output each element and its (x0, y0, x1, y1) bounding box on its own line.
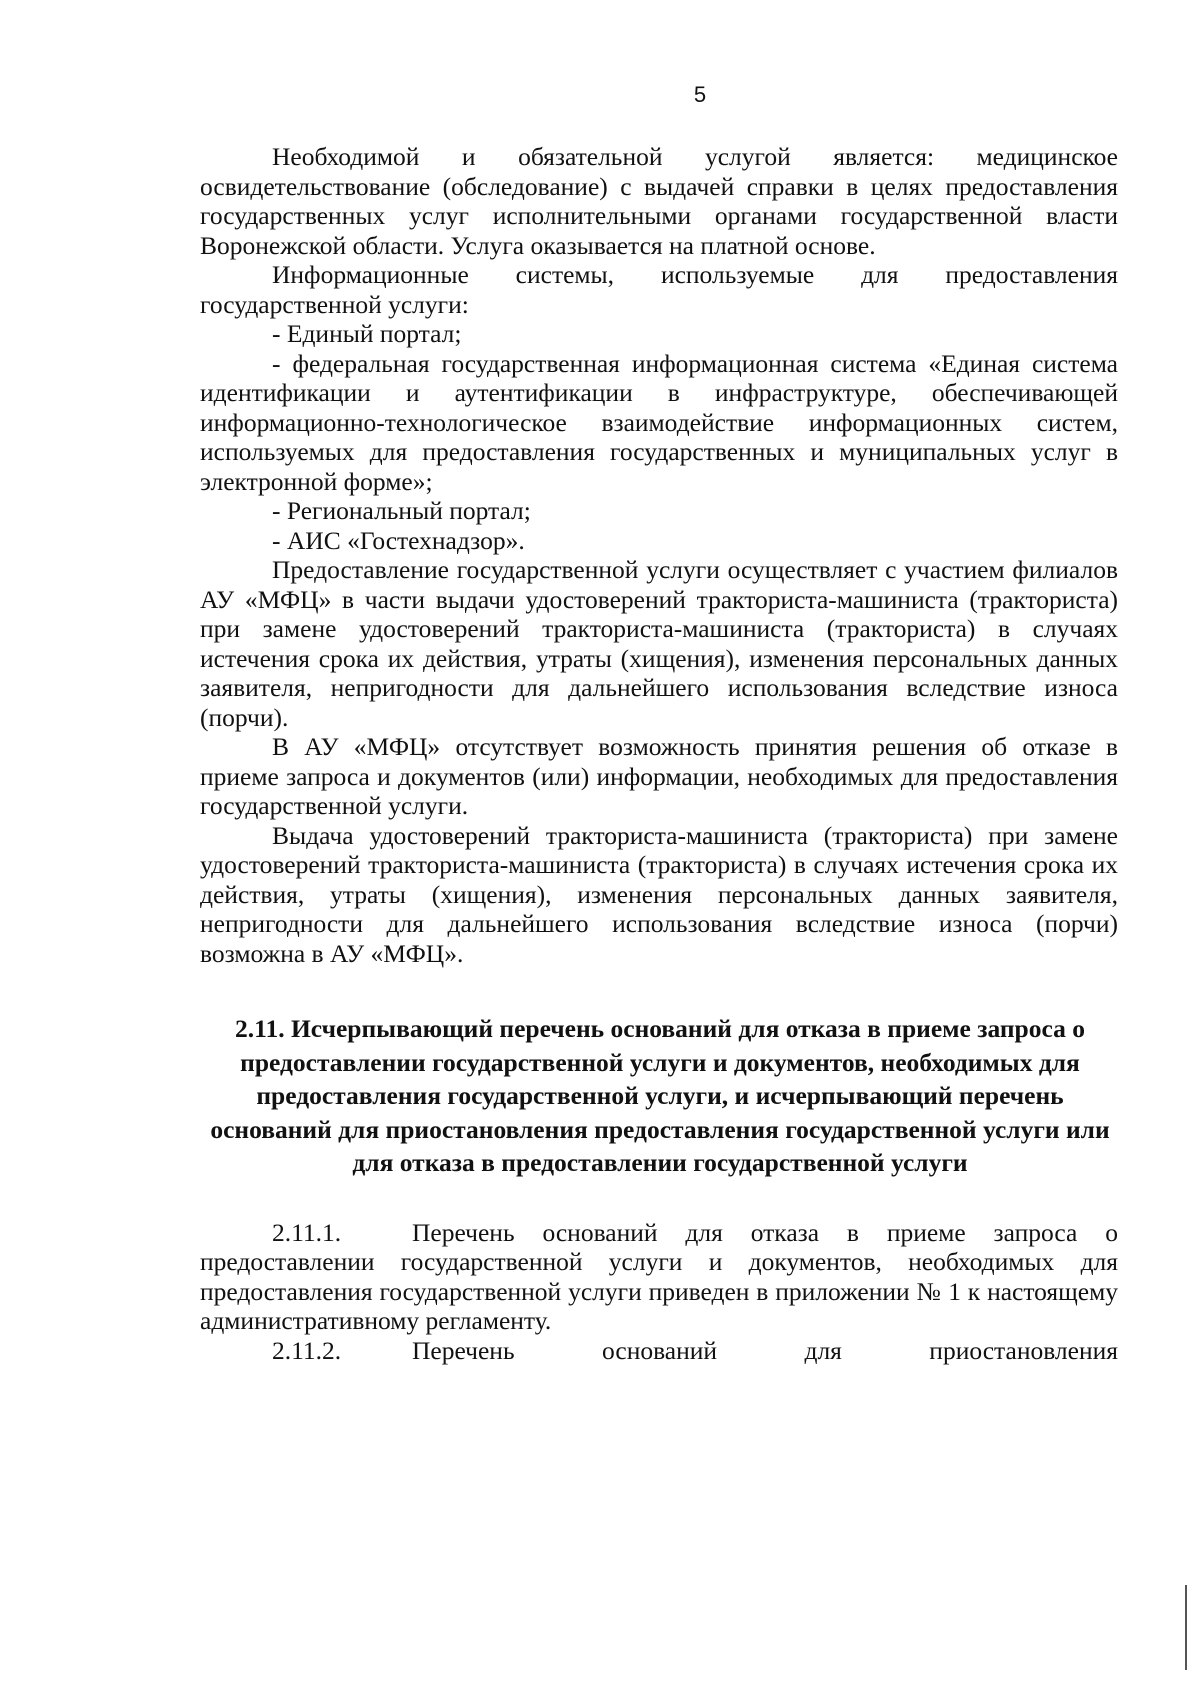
scan-edge-mark (1185, 1585, 1187, 1670)
clause-2-11-1 (200, 1218, 1118, 1336)
clause-number: 2.11.2. (272, 1335, 342, 1365)
page-number: 5 (693, 82, 707, 107)
section-heading: 2.11. Исчерпывающий перечень оснований для отказа в приеме запроса о предоставлении государственной услуги и документов, необходимых для предоставления государственной услуги, и исчерпывающий перечень оснований для приостановления предоставления государственной услуги или для отказа в предоставлении государственной услуги (210, 1014, 1110, 1177)
paragraph-certificate-issuance: Выдача удостоверений тракториста-машиниста (тракториста) при замене удостоверений тракториста-машиниста (тракториста) в случаях истечения срока их действия, утраты (хищения), изменения персональных данных заявителя, непригодности для дальнейшего использования вследствие износа (порчи) возможна в АУ «МФЦ». (200, 820, 1118, 968)
clause-number: 2.11.1. (272, 1217, 342, 1247)
paragraph-mfc-participation: Предоставление государственной услуги осуществляет с участием филиалов АУ «МФЦ» в части выдачи удостоверений тракториста-машиниста (тракториста) при замене удостоверений тракториста-машиниста (тракториста) в случаях истечения срока их действия, утраты (хищения), изменения персональных данных заявителя, непригодности для дальнейшего использования вследствие износа (порчи). (200, 555, 1118, 732)
clause-text: Перечень оснований для приостановления (412, 1335, 1118, 1365)
list-item-unified-portal: - Единый портал; (272, 319, 462, 348)
spacer (200, 1180, 1118, 1218)
paragraph-information-systems: Информационные системы, используемые для предоставления государственной услуги: (200, 260, 1118, 319)
list-item-esia: - федеральная государственная информационная система «Единая система идентификации и аутентификации в инфраструктуре, обеспечивающей информационно-технологическое взаимодействие информационных систем, используемых для предоставления государственных и муниципальных услуг в электронной форме»; (200, 348, 1118, 496)
paragraph-required-service: Необходимой и обязательной услугой является: медицинское освидетельствование (обследование) с выдачей справки в целях предоставления государственных услуг исполнительными органами государственной власти Воронежской области. Услуга оказывается на платной основе. (200, 142, 1118, 260)
clause-2-11-2 (200, 1336, 1118, 1366)
paragraph-mfc-no-refusal: В АУ «МФЦ» отсутствует возможность принятия решения об отказе в приеме запроса и документов (или) информации, необходимых для предоставления государственной услуги. (200, 732, 1118, 820)
clause-text: Перечень оснований для отказа в приеме запроса о предоставлении государственной услуги и документов, необходимых для предоставления государственной услуги приведен в приложении № 1 к настоящему административному регламенту. (200, 1217, 1118, 1335)
list-item-regional-portal: - Региональный портал; (272, 496, 531, 525)
list-item-ais-gostekhnadzor: - АИС «Гостехнадзор». (272, 525, 525, 555)
document-body (200, 142, 1118, 1365)
